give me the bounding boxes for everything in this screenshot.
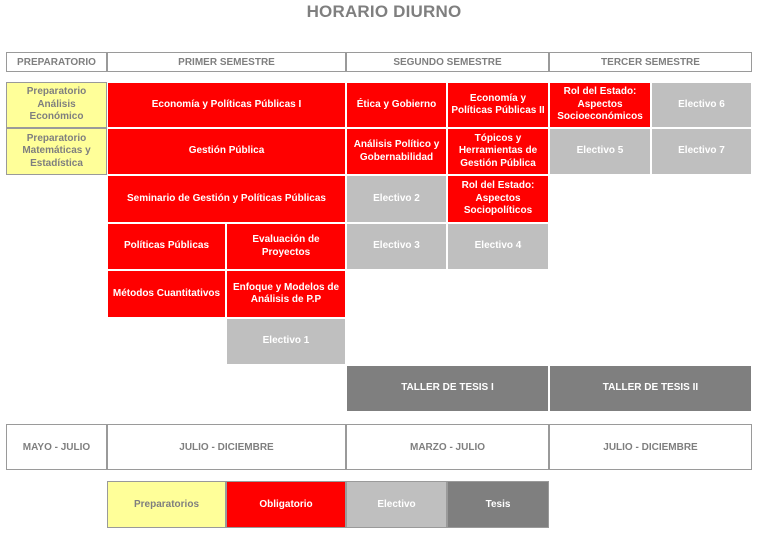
header-segundo-semestre: SEGUNDO SEMESTRE <box>346 52 549 72</box>
period-segundo-semestre: MARZO - JULIO <box>346 424 549 470</box>
course-enfoque-modelos: Enfoque y Modelos de Análisis de P.P <box>226 270 346 318</box>
course-electivo-6: Electivo 6 <box>651 82 752 128</box>
course-electivo-1: Electivo 1 <box>226 318 346 365</box>
legend-tesis: Tesis <box>447 481 549 528</box>
header-tercer-semestre: TERCER SEMESTRE <box>549 52 752 72</box>
course-prep-matematicas-estadistica: Preparatorio Matemáticas y Estadística <box>6 128 107 175</box>
period-primer-semestre: JULIO - DICIEMBRE <box>107 424 346 470</box>
course-rol-estado-socioeconomicos: Rol del Estado: Aspectos Socioeconómicos <box>549 82 651 128</box>
course-etica-gobierno: Ética y Gobierno <box>346 82 447 128</box>
legend-electivo: Electivo <box>346 481 447 528</box>
legend-preparatorios: Preparatorios <box>107 481 226 528</box>
header-primer-semestre: PRIMER SEMESTRE <box>107 52 346 72</box>
legend-obligatorio: Obligatorio <box>226 481 346 528</box>
course-taller-tesis-1: TALLER DE TESIS I <box>346 365 549 412</box>
course-gestion-publica: Gestión Pública <box>107 128 346 175</box>
header-preparatorio: PREPARATORIO <box>6 52 107 72</box>
course-electivo-4: Electivo 4 <box>447 223 549 270</box>
page-title: HORARIO DIURNO <box>306 2 462 21</box>
course-metodos-cuantitativos: Métodos Cuantitativos <box>107 270 226 318</box>
period-tercer-semestre: JULIO - DICIEMBRE <box>549 424 752 470</box>
course-evaluacion-proyectos: Evaluación de Proyectos <box>226 223 346 270</box>
course-electivo-7: Electivo 7 <box>651 128 752 175</box>
course-topicos-herramientas: Tópicos y Herramientas de Gestión Pública <box>447 128 549 175</box>
course-analisis-politico: Análisis Político y Gobernabilidad <box>346 128 447 175</box>
course-taller-tesis-2: TALLER DE TESIS II <box>549 365 752 412</box>
course-electivo-3: Electivo 3 <box>346 223 447 270</box>
course-electivo-5: Electivo 5 <box>549 128 651 175</box>
course-economia-politicas-2: Economía y Políticas Públicas II <box>447 82 549 128</box>
course-prep-analisis-economico: Preparatorio Análisis Económico <box>6 82 107 128</box>
period-preparatorio: MAYO - JULIO <box>6 424 107 470</box>
course-politicas-publicas: Políticas Públicas <box>107 223 226 270</box>
course-rol-estado-sociopoliticos: Rol del Estado: Aspectos Sociopolíticos <box>447 175 549 223</box>
course-electivo-2: Electivo 2 <box>346 175 447 223</box>
course-economia-politicas-1: Economía y Políticas Públicas I <box>107 82 346 128</box>
course-seminario: Seminario de Gestión y Políticas Públicas <box>107 175 346 223</box>
